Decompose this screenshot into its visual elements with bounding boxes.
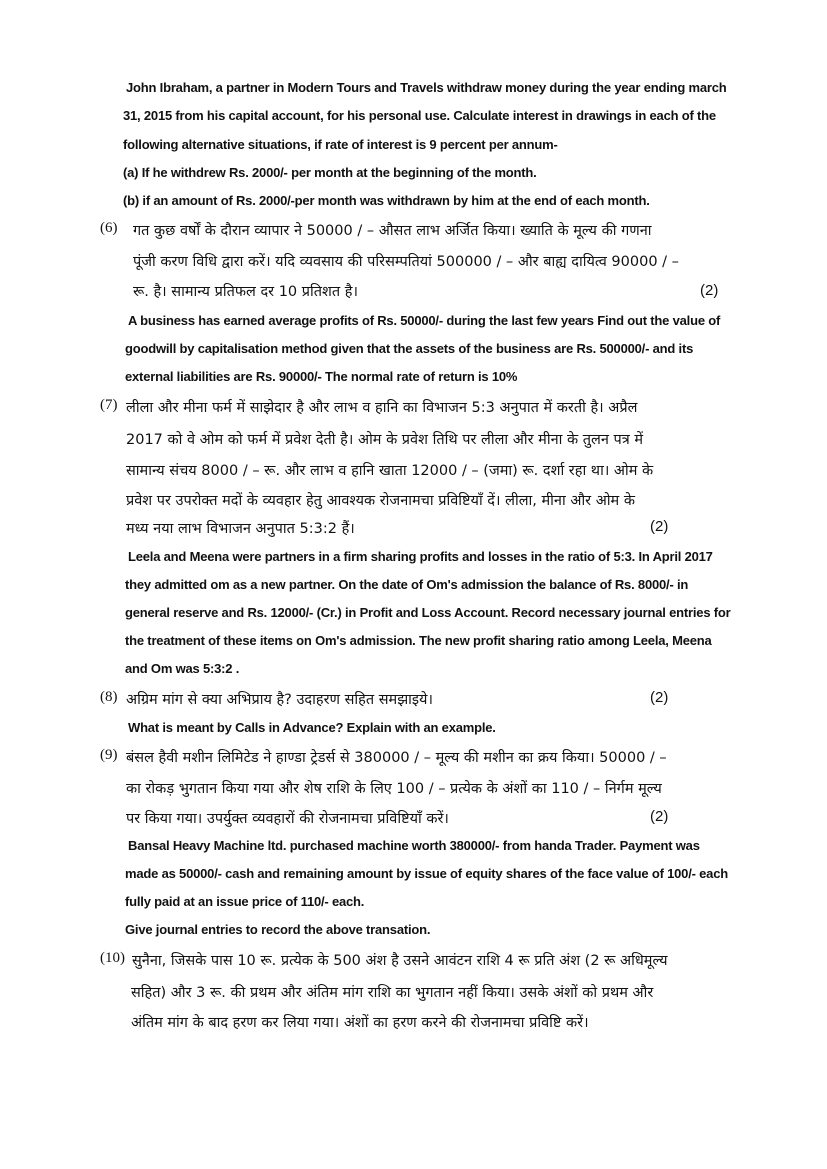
q7-en-line-2: they admitted om as a new partner. On the date of Om's admission the balance of Rs. 8000/- in xyxy=(125,577,689,592)
q7-en-line-1: Leela and Meena were partners in a firm sharing profits and losses in the ratio of 5:3. In April 2017 xyxy=(128,549,713,564)
q10-number: (10) xyxy=(100,950,125,966)
q9-hi-line-3: पर किया गया। उपर्युक्त व्यवहारों की रोजनामचा प्रविष्टियाँ करें। xyxy=(126,811,449,827)
q9-en-line-4: Give journal entries to record the above transation. xyxy=(125,922,431,937)
q6-hi-line-2: पूंजी करण विधि द्वारा करें। यदि व्यवसाय की परिसम्पतियां 500000 / – और बाह्य दायित्व 90000 / – xyxy=(133,254,679,270)
q10-hi-line-1: सुनैना, जिसके पास 10 रू. प्रत्येक के 500 अंश है उसने आवंटन राशि 4 रू प्रति अंश (2 रू अधिमूल्य xyxy=(132,953,668,969)
q8-marks: (2) xyxy=(650,689,669,706)
q9-marks: (2) xyxy=(650,808,669,825)
q9-hi-line-1: बंसल हैवी मशीन लिमिटेड ने हाण्डा ट्रेडर्स से 380000 / – मूल्य की मशीन का क्रय किया। 50000 / – xyxy=(126,750,667,766)
q7-number: (7) xyxy=(100,397,118,413)
q7-hi-line-5: मध्य नया लाभ विभाजन अनुपात 5:3:2 हैं। xyxy=(126,521,355,537)
q7-marks: (2) xyxy=(650,518,669,535)
q10-hi-line-3: अंतिम मांग के बाद हरण कर लिया गया। अंशों का हरण करने की रोजनामचा प्रविष्टि करें। xyxy=(131,1015,589,1031)
q8-number: (8) xyxy=(100,689,118,705)
q10-hi-line-2: सहित) और 3 रू. की प्रथम और अंतिम मांग राशि का भुगतान नहीं किया। उसके अंशों को प्रथम और xyxy=(131,985,654,1001)
q7-en-line-4: the treatment of these items on Om's admission. The new profit sharing ratio among Leela, Meena xyxy=(125,633,712,648)
q7-hi-line-3: सामान्य संचय 8000 / – रू. और लाभ व हानि खाता 12000 / – (जमा) रू. दर्शा रहा था। ओम के xyxy=(126,463,654,479)
q7-hi-line-4: प्रवेश पर उपरोक्त मदों के व्यवहार हेतु आवश्यक रोजनामचा प्रविष्टियाँ दें। लीला, मीना और ओम के xyxy=(126,493,635,509)
q6-en-line-3: external liabilities are Rs. 90000/- The normal rate of return is 10% xyxy=(125,369,518,384)
q5-en-option-b: (b) if an amount of Rs. 2000/-per month was withdrawn by him at the end of each month. xyxy=(123,193,650,208)
q5-en-line-1: John Ibraham, a partner in Modern Tours and Travels withdraw money during the year ending march xyxy=(126,80,727,95)
q7-hi-line-1: लीला और मीना फर्म में साझेदार है और लाभ व हानि का विभाजन 5:3 अनुपात में करती है। अप्रैल xyxy=(126,400,638,416)
q8-en-line-1: What is meant by Calls in Advance? Explain with an example. xyxy=(128,720,496,735)
q9-en-line-1: Bansal Heavy Machine ltd. purchased machine worth 380000/- from handa Trader. Payment was xyxy=(128,838,700,853)
q7-hi-line-2: 2017 को वे ओम को फर्म में प्रवेश देती है। ओम के प्रवेश तिथि पर लीला और मीना के तुलन पत्र में xyxy=(126,432,644,448)
q5-en-option-a: (a) If he withdrew Rs. 2000/- per month at the beginning of the month. xyxy=(123,165,537,180)
q6-number: (6) xyxy=(100,220,118,236)
q7-en-line-3: general reserve and Rs. 12000/- (Cr.) in Profit and Loss Account. Record necessary journal entries for xyxy=(125,605,731,620)
q6-marks: (2) xyxy=(700,282,719,299)
q6-hi-line-1: गत कुछ वर्षों के दौरान व्यापार ने 50000 / – औसत लाभ अर्जित किया। ख्याति के मूल्य की गणना xyxy=(133,223,652,239)
q6-en-line-1: A business has earned average profits of Rs. 50000/- during the last few years Find out the value of xyxy=(128,313,721,328)
q6-en-line-2: goodwill by capitalisation method given that the assets of the business are Rs. 500000/- and its xyxy=(125,341,694,356)
q9-en-line-2: made as 50000/- cash and remaining amount by issue of equity shares of the face value of 100/- each xyxy=(125,866,728,881)
q5-en-line-2: 31, 2015 from his capital account, for his personal use. Calculate interest in drawings in each of the xyxy=(123,108,716,123)
q8-hi-line-1: अग्रिम मांग से क्या अभिप्राय है? उदाहरण सहित समझाइये। xyxy=(126,692,433,708)
q6-hi-line-3: रू. है। सामान्य प्रतिफल दर 10 प्रतिशत है। xyxy=(133,284,358,300)
q5-en-line-3: following alternative situations, if rate of interest is 9 percent per annum- xyxy=(123,137,558,152)
q9-number: (9) xyxy=(100,747,118,763)
q9-en-line-3: fully paid at an issue price of 110/- each. xyxy=(125,894,365,909)
q7-en-line-5: and Om was 5:3:2 . xyxy=(125,661,240,676)
q9-hi-line-2: का रोकड़ भुगतान किया गया और शेष राशि के लिए 100 / – प्रत्येक के अंशों का 110 / – निर्गम मूल्य xyxy=(126,781,662,797)
